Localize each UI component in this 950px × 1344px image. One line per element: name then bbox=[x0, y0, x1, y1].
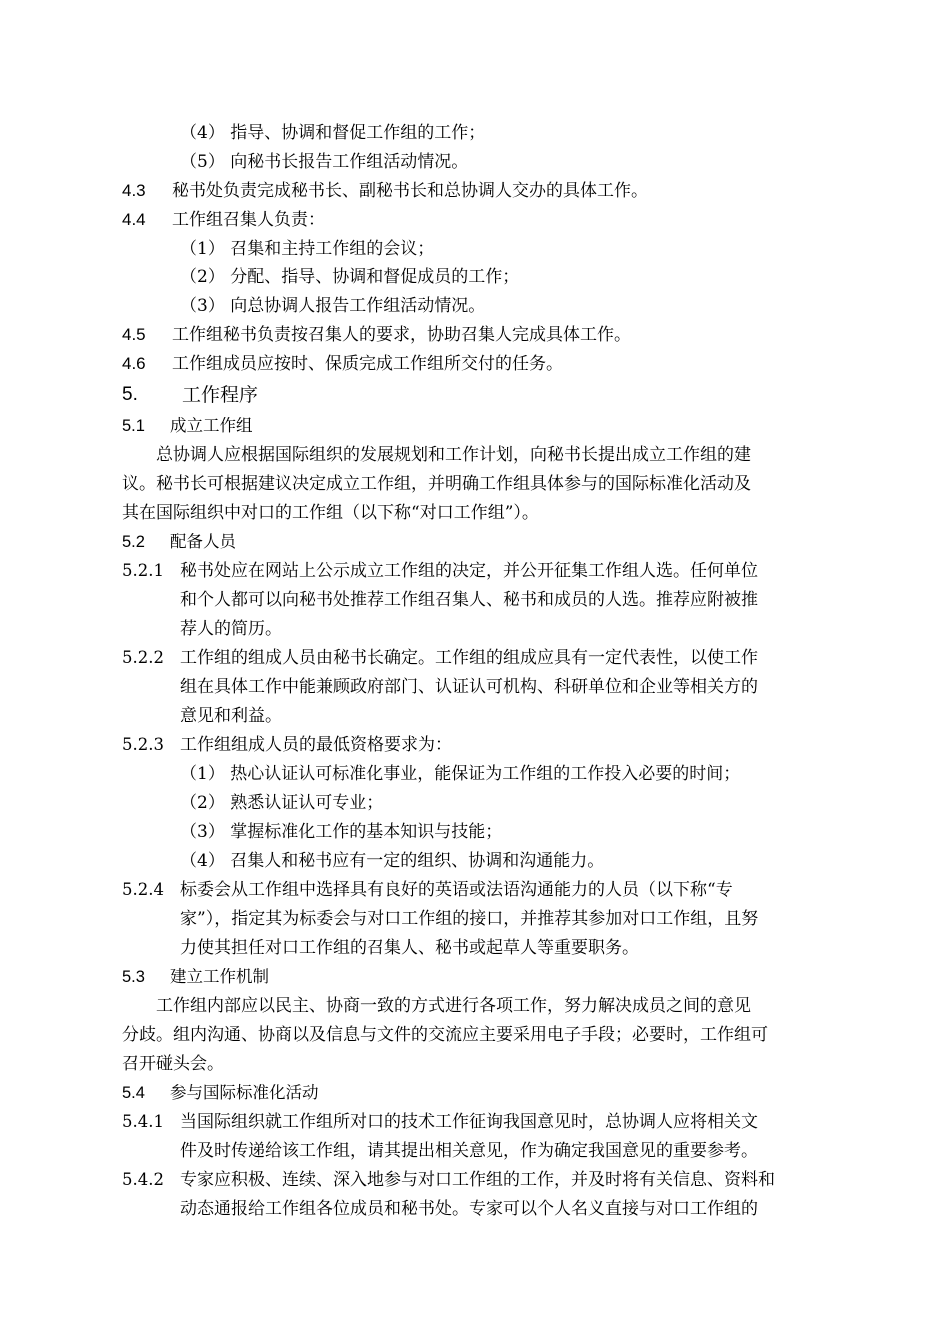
clause-number: 4.6 bbox=[122, 354, 146, 373]
list-item-text: （3） 掌握标准化工作的基本知识与技能； bbox=[180, 822, 503, 842]
paragraph-line bbox=[122, 1021, 768, 1049]
paragraph-text: 召开碰头会。 bbox=[122, 1054, 224, 1074]
subsection-title: 成立工作组 bbox=[170, 416, 253, 435]
paragraph-line bbox=[180, 673, 758, 701]
clause-text: 当国际组织就工作组所对口的技术工作征询我国意见时，总协调人应将相关文 bbox=[180, 1112, 758, 1132]
list-item-text: （4） 召集人和秘书应有一定的组织、协调和沟通能力。 bbox=[180, 851, 605, 871]
list-item-text: （1） 召集和主持工作组的会议； bbox=[180, 239, 435, 259]
paragraph-text: 和个人都可以向秘书处推荐工作组召集人、秘书和成员的人选。推荐应附被推 bbox=[180, 590, 758, 610]
paragraph-line bbox=[156, 441, 751, 469]
list-item bbox=[180, 148, 468, 176]
clause-number: 4.5 bbox=[122, 325, 146, 344]
section-title: 工作程序 bbox=[182, 384, 259, 406]
paragraph-line bbox=[180, 905, 758, 933]
clause-number: 4.4 bbox=[122, 210, 146, 229]
clause-number: 4.3 bbox=[122, 181, 146, 200]
clause-text: 秘书处应在网站上公示成立工作组的决定，并公开征集工作组人选。任何单位 bbox=[180, 561, 758, 581]
list-item bbox=[180, 847, 604, 875]
clause-number: 5.4 bbox=[122, 1084, 145, 1102]
paragraph-line bbox=[180, 615, 282, 643]
clause-number: 5.4.1 bbox=[122, 1112, 164, 1131]
paragraph-line bbox=[180, 1137, 758, 1165]
list-item bbox=[180, 263, 519, 291]
paragraph-line bbox=[156, 992, 751, 1020]
clause-number: 5.2.1 bbox=[122, 561, 164, 580]
paragraph-text: 工作组内部应以民主、协商一致的方式进行各项工作，努力解决成员之间的意见 bbox=[156, 996, 751, 1016]
clause-number: 5.2.4 bbox=[122, 880, 164, 899]
paragraph-line bbox=[122, 1050, 224, 1078]
paragraph-text: 分歧。组内沟通、协商以及信息与文件的交流应主要采用电子手段；必要时，工作组可 bbox=[122, 1025, 768, 1045]
paragraph-text: 件及时传递给该工作组，请其提出相关意见，作为确定我国意见的重要参考。 bbox=[180, 1141, 758, 1161]
paragraph-text: 力使其担任对口工作组的召集人、秘书或起草人等重要职务。 bbox=[180, 938, 639, 958]
list-item-text: （4） 指导、协调和督促工作组的工作； bbox=[180, 123, 486, 143]
paragraph-line bbox=[180, 586, 758, 614]
subsection-title: 参与国际标准化活动 bbox=[170, 1083, 319, 1102]
list-item-text: （2） 熟悉认证认可专业； bbox=[180, 793, 384, 813]
clause-text: 工作组秘书负责按召集人的要求，协助召集人完成具体工作。 bbox=[172, 325, 631, 345]
subsection-title: 建立工作机制 bbox=[170, 967, 269, 986]
clause-number: 5.4.2 bbox=[122, 1170, 164, 1189]
list-item-text: （2） 分配、指导、协调和督促成员的工作； bbox=[180, 267, 520, 287]
paragraph-line bbox=[122, 470, 751, 498]
paragraph-text: 议。秘书长可根据建议决定成立工作组，并明确工作组具体参与的国际标准化活动及 bbox=[122, 474, 751, 494]
list-item bbox=[180, 292, 485, 320]
list-item-text: （1） 热心认证认可标准化事业，能保证为工作组的工作投入必要的时间； bbox=[180, 764, 741, 784]
clause-text: 工作组组成人员的最低资格要求为： bbox=[180, 735, 452, 755]
clause-number: 5.1 bbox=[122, 417, 145, 435]
list-item bbox=[180, 760, 740, 788]
paragraph-text: 其在国际组织中对口的工作组（以下称“对口工作组”）。 bbox=[122, 503, 539, 523]
paragraph-line bbox=[180, 934, 639, 962]
list-item bbox=[180, 235, 434, 263]
section-number: 5. bbox=[122, 384, 138, 405]
clause-text: 秘书处负责完成秘书长、副秘书长和总协调人交办的具体工作。 bbox=[172, 181, 648, 201]
clause-text: 工作组的组成人员由秘书长确定。工作组的组成应具有一定代表性，以使工作 bbox=[180, 648, 758, 668]
list-item-text: （3） 向总协调人报告工作组活动情况。 bbox=[180, 296, 486, 316]
clause-number: 5.2.2 bbox=[122, 648, 164, 667]
clause-text: 工作组召集人负责： bbox=[172, 210, 325, 230]
list-item-text: （5） 向秘书长报告工作组活动情况。 bbox=[180, 152, 469, 172]
paragraph-text: 荐人的简历。 bbox=[180, 619, 282, 639]
list-item bbox=[180, 789, 383, 817]
paragraph-text: 家”），指定其为标委会与对口工作组的接口，并推荐其参加对口工作组，且努 bbox=[180, 909, 759, 929]
paragraph-text: 动态通报给工作组各位成员和秘书处。专家可以个人名义直接与对口工作组的 bbox=[180, 1199, 758, 1219]
paragraph-text: 组在具体工作中能兼顾政府部门、认证认可机构、科研单位和企业等相关方的 bbox=[180, 677, 758, 697]
list-item bbox=[180, 818, 502, 846]
paragraph-text: 总协调人应根据国际组织的发展规划和工作计划，向秘书长提出成立工作组的建 bbox=[156, 445, 751, 465]
paragraph-line bbox=[122, 499, 539, 527]
list-item bbox=[180, 119, 485, 147]
clause-number: 5.2 bbox=[122, 533, 145, 551]
clause-text: 标委会从工作组中选择具有良好的英语或法语沟通能力的人员（以下称“专 bbox=[180, 880, 733, 900]
clause-text: 专家应积极、连续、深入地参与对口工作组的工作，并及时将有关信息、资料和 bbox=[180, 1170, 775, 1190]
clause-number: 5.2.3 bbox=[122, 735, 164, 754]
subsection-title: 配备人员 bbox=[170, 532, 236, 551]
paragraph-line bbox=[180, 1195, 758, 1223]
clause-number: 5.3 bbox=[122, 968, 145, 986]
clause-text: 工作组成员应按时、保质完成工作组所交付的任务。 bbox=[172, 354, 563, 374]
paragraph-line bbox=[180, 702, 282, 730]
paragraph-text: 意见和利益。 bbox=[180, 706, 282, 726]
